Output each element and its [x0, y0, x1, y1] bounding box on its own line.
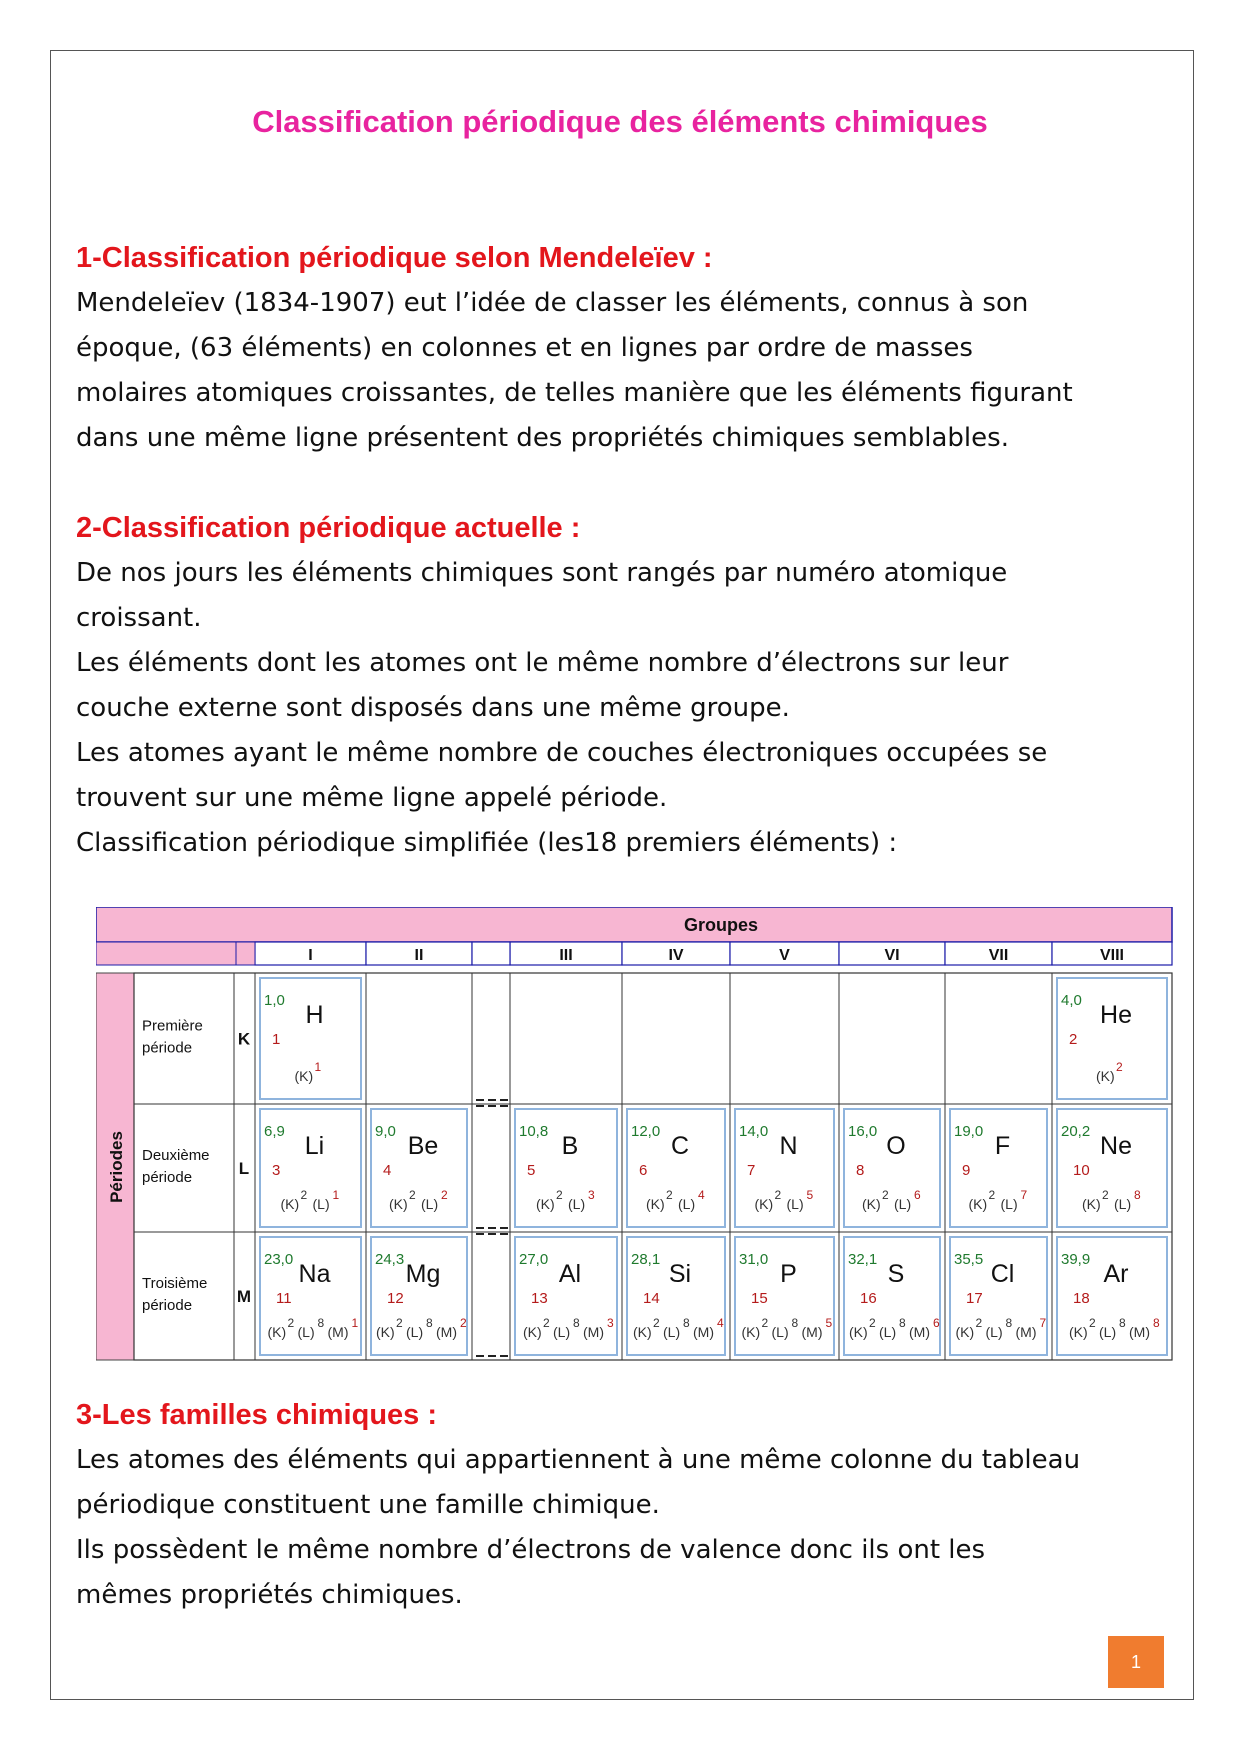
- config-count-F: 7: [1020, 1188, 1028, 1202]
- periodic-table: [96, 907, 1180, 1369]
- config-shell-Be: (L): [421, 1196, 439, 1212]
- page-title: Classification périodique des éléments chimiques: [252, 104, 988, 139]
- config-shell-Ar: (K): [1069, 1324, 1088, 1340]
- config-count-Na: 1: [351, 1316, 359, 1330]
- element-symbol-He: He: [1100, 1001, 1132, 1029]
- section3-line: Ils possèdent le même nombre d’électrons de valence donc ils ont les: [76, 1535, 986, 1565]
- section2-line: croissant.: [76, 603, 202, 633]
- config-count-C: 2: [666, 1188, 673, 1202]
- periods-label: Périodes: [107, 1131, 126, 1203]
- groups-label: Groupes: [683, 915, 759, 935]
- config-shell-Li: (L): [312, 1196, 330, 1212]
- section2-line: couche externe sont disposés dans une même groupe.: [76, 693, 790, 723]
- element-symbol-B: B: [561, 1132, 579, 1160]
- config-count-Mg: 2: [460, 1316, 467, 1330]
- config-count-Al: 2: [543, 1316, 550, 1330]
- config-count-Ar: 8: [1153, 1316, 1160, 1330]
- element-z-He: 2: [1069, 1031, 1078, 1048]
- config-shell-Si: (L): [663, 1324, 681, 1340]
- config-count-Mg: 2: [396, 1316, 403, 1330]
- group-header-gap: [472, 942, 510, 965]
- config-count-Ne: 8: [1134, 1188, 1141, 1202]
- config-shell-Mg: (M): [436, 1324, 457, 1340]
- element-mass-N: 14,0: [739, 1123, 769, 1140]
- config-count-N: 2: [774, 1188, 782, 1202]
- config-shell-Si: (M): [693, 1324, 714, 1340]
- config-count-Si: 4: [717, 1316, 724, 1330]
- section2-heading: 2-Classification périodique actuelle :: [76, 512, 581, 544]
- element-z-S: 16: [860, 1290, 877, 1307]
- element-z-P: 15: [751, 1290, 768, 1307]
- groups-header-bar: [96, 907, 1172, 942]
- config-count-Li: 2: [300, 1188, 308, 1202]
- element-mass-H: 1,0: [264, 992, 285, 1009]
- config-count-Al: 3: [607, 1316, 614, 1330]
- period-name-3: Troisième: [142, 1275, 208, 1292]
- element-z-Al: 13: [531, 1290, 548, 1307]
- group-header-VI: VI: [884, 947, 900, 964]
- config-count-Li: 1: [332, 1188, 340, 1202]
- element-mass-Cl: 35,5: [954, 1251, 984, 1268]
- group-header-VIII: VIII: [1099, 947, 1125, 964]
- element-mass-Si: 28,1: [631, 1251, 661, 1268]
- element-z-Ar: 18: [1073, 1290, 1090, 1307]
- element-z-Ne: 10: [1073, 1162, 1090, 1179]
- config-shell-Cl: (L): [985, 1324, 1003, 1340]
- section3-line: Les atomes des éléments qui appartiennent à une même colonne du tableau: [76, 1445, 1081, 1475]
- config-shell-Ne: (K): [1082, 1196, 1101, 1212]
- element-mass-He: 4,0: [1061, 992, 1082, 1009]
- section1-line: dans une même ligne présentent des propriétés chimiques semblables.: [76, 423, 1009, 453]
- period-shell-M: M: [236, 1287, 252, 1306]
- config-count-Cl: 7: [1039, 1316, 1047, 1330]
- config-count-Be: 2: [441, 1188, 448, 1202]
- config-shell-S: (L): [879, 1324, 897, 1340]
- config-shell-He: (K): [1096, 1068, 1115, 1084]
- element-symbol-Si: Si: [668, 1260, 692, 1288]
- element-z-O: 8: [856, 1162, 865, 1179]
- config-count-Al: 8: [573, 1316, 580, 1330]
- element-symbol-Li: Li: [304, 1132, 325, 1160]
- config-count-N: 5: [806, 1188, 814, 1202]
- section2-line: trouvent sur une même ligne appelé période.: [76, 783, 668, 813]
- config-count-O: 6: [914, 1188, 921, 1202]
- element-symbol-H: H: [305, 1001, 324, 1029]
- element-mass-O: 16,0: [848, 1123, 878, 1140]
- period-shell-L: L: [238, 1159, 250, 1178]
- config-shell-H: (K): [294, 1068, 314, 1084]
- period-name-2: période: [142, 1169, 193, 1186]
- config-count-S: 6: [933, 1316, 940, 1330]
- config-count-S: 8: [899, 1316, 906, 1330]
- section1-line: Mendeleïev (1834-1907) eut l’idée de classer les éléments, connus à son: [76, 288, 1029, 318]
- element-mass-B: 10,8: [519, 1123, 549, 1140]
- config-shell-P: (L): [771, 1324, 789, 1340]
- page-number: 1: [1108, 1636, 1164, 1688]
- element-symbol-C: C: [670, 1132, 690, 1160]
- config-shell-C: (K): [646, 1196, 665, 1212]
- config-shell-B: (K): [536, 1196, 555, 1212]
- group-header-I: I: [308, 947, 313, 964]
- period-name-3: période: [142, 1297, 193, 1314]
- section3-line: mêmes propriétés chimiques.: [76, 1580, 463, 1610]
- config-shell-Na: (M): [327, 1324, 349, 1340]
- period-name-1: Première: [142, 1017, 203, 1035]
- section1-line: époque, (63 éléments) en colonnes et en lignes par ordre de masses: [76, 333, 973, 363]
- element-symbol-Na: Na: [298, 1260, 331, 1288]
- config-shell-Si: (K): [633, 1324, 652, 1340]
- config-count-H: 1: [314, 1060, 322, 1074]
- element-mass-Ar: 39,9: [1061, 1251, 1091, 1268]
- config-shell-S: (K): [849, 1324, 868, 1340]
- element-z-Na: 11: [276, 1290, 292, 1307]
- element-z-Be: 4: [383, 1162, 392, 1179]
- group-header-II: II: [414, 947, 424, 964]
- config-shell-Al: (L): [553, 1324, 571, 1340]
- config-count-Si: 2: [653, 1316, 660, 1330]
- config-shell-F: (L): [1000, 1196, 1018, 1212]
- element-z-N: 7: [747, 1162, 756, 1179]
- config-count-P: 5: [825, 1316, 833, 1330]
- config-count-B: 3: [588, 1188, 595, 1202]
- element-z-H: 1: [272, 1031, 281, 1048]
- element-z-Cl: 17: [966, 1290, 983, 1307]
- config-shell-O: (K): [862, 1196, 881, 1212]
- section3-line: périodique constituent une famille chimique.: [76, 1490, 660, 1520]
- element-z-B: 5: [527, 1162, 536, 1179]
- config-shell-Cl: (K): [955, 1324, 975, 1340]
- section1-heading: 1-Classification périodique selon Mendeleïev :: [76, 242, 713, 274]
- element-mass-F: 19,0: [954, 1123, 984, 1140]
- element-symbol-N: N: [779, 1132, 798, 1160]
- config-shell-P: (M): [801, 1324, 823, 1340]
- config-shell-P: (K): [741, 1324, 761, 1340]
- config-shell-Li: (K): [280, 1196, 300, 1212]
- config-count-P: 8: [791, 1316, 799, 1330]
- config-shell-N: (L): [786, 1196, 804, 1212]
- element-z-Mg: 12: [387, 1290, 404, 1307]
- element-symbol-Cl: Cl: [990, 1260, 1015, 1288]
- element-symbol-Mg: Mg: [405, 1260, 441, 1288]
- period-name-2: Deuxième: [142, 1147, 210, 1164]
- group-header-III: III: [559, 947, 573, 964]
- config-shell-O: (L): [894, 1196, 912, 1212]
- element-symbol-Ne: Ne: [1100, 1132, 1132, 1160]
- config-shell-Na: (K): [267, 1324, 287, 1340]
- config-shell-Be: (K): [389, 1196, 408, 1212]
- config-shell-Al: (K): [523, 1324, 542, 1340]
- periodic-table-svg: [96, 907, 1180, 1369]
- element-mass-Mg: 24,3: [375, 1251, 405, 1268]
- config-count-P: 2: [761, 1316, 769, 1330]
- element-mass-P: 31,0: [739, 1251, 769, 1268]
- sections-1-2: [76, 236, 1166, 866]
- section2-line: De nos jours les éléments chimiques sont rangés par numéro atomique: [76, 558, 1008, 588]
- section-3: [76, 1393, 1166, 1618]
- element-z-Li: 3: [272, 1162, 281, 1179]
- config-shell-Na: (L): [297, 1324, 315, 1340]
- section1-line: molaires atomiques croissantes, de telles manière que les éléments figurant: [76, 378, 1073, 408]
- period-shell-K: K: [237, 1029, 251, 1049]
- config-shell-N: (K): [754, 1196, 774, 1212]
- config-count-Ar: 8: [1119, 1316, 1126, 1330]
- config-count-Be: 2: [409, 1188, 416, 1202]
- config-count-S: 2: [869, 1316, 876, 1330]
- element-z-C: 6: [639, 1162, 648, 1179]
- element-mass-Li: 6,9: [264, 1123, 285, 1140]
- header-corner: [96, 942, 236, 965]
- config-shell-C: (L): [678, 1196, 696, 1212]
- group-header-IV: IV: [668, 947, 684, 964]
- config-shell-Ar: (L): [1099, 1324, 1117, 1340]
- section2-line: Les éléments dont les atomes ont le même nombre d’électrons sur leur: [76, 648, 1009, 678]
- element-mass-C: 12,0: [631, 1123, 661, 1140]
- config-count-Cl: 2: [975, 1316, 983, 1330]
- element-symbol-Al: Al: [558, 1260, 582, 1288]
- config-shell-Ar: (M): [1129, 1324, 1150, 1340]
- config-shell-Mg: (K): [376, 1324, 395, 1340]
- config-count-B: 2: [556, 1188, 563, 1202]
- header-shell-corner: [236, 942, 255, 965]
- group-header-VII: VII: [988, 947, 1009, 964]
- element-symbol-P: P: [780, 1260, 797, 1288]
- config-count-Ar: 2: [1089, 1316, 1096, 1330]
- element-mass-Na: 23,0: [264, 1251, 294, 1268]
- config-count-C: 4: [698, 1188, 705, 1202]
- config-shell-Mg: (L): [406, 1324, 424, 1340]
- element-z-Si: 14: [643, 1290, 660, 1307]
- config-count-O: 2: [882, 1188, 889, 1202]
- section2-line: Classification périodique simplifiée (les18 premiers éléments) :: [76, 828, 898, 858]
- element-symbol-F: F: [994, 1132, 1011, 1160]
- element-mass-S: 32,1: [848, 1251, 878, 1268]
- config-count-Na: 8: [317, 1316, 325, 1330]
- config-count-Cl: 8: [1005, 1316, 1013, 1330]
- element-mass-Al: 27,0: [519, 1251, 549, 1268]
- config-count-Na: 2: [287, 1316, 295, 1330]
- config-shell-Cl: (M): [1015, 1324, 1037, 1340]
- config-count-He: 2: [1116, 1060, 1123, 1074]
- element-mass-Ne: 20,2: [1061, 1123, 1091, 1140]
- config-count-F: 2: [988, 1188, 996, 1202]
- config-count-Ne: 2: [1102, 1188, 1109, 1202]
- config-shell-Ne: (L): [1114, 1196, 1132, 1212]
- group-header-V: V: [779, 947, 790, 964]
- config-shell-B: (L): [568, 1196, 586, 1212]
- config-count-Mg: 8: [426, 1316, 433, 1330]
- element-symbol-Be: Be: [407, 1132, 439, 1160]
- config-shell-Al: (M): [583, 1324, 604, 1340]
- element-symbol-S: S: [887, 1260, 905, 1288]
- element-symbol-Ar: Ar: [1103, 1260, 1129, 1288]
- config-shell-S: (M): [909, 1324, 930, 1340]
- config-shell-F: (K): [968, 1196, 988, 1212]
- config-count-Si: 8: [683, 1316, 690, 1330]
- period-name-1: période: [142, 1039, 193, 1057]
- section3-heading: 3-Les familles chimiques :: [76, 1399, 438, 1431]
- element-symbol-O: O: [886, 1132, 906, 1160]
- element-z-F: 9: [962, 1162, 971, 1179]
- element-mass-Be: 9,0: [375, 1123, 396, 1140]
- section2-line: Les atomes ayant le même nombre de couches électroniques occupées se: [76, 738, 1048, 768]
